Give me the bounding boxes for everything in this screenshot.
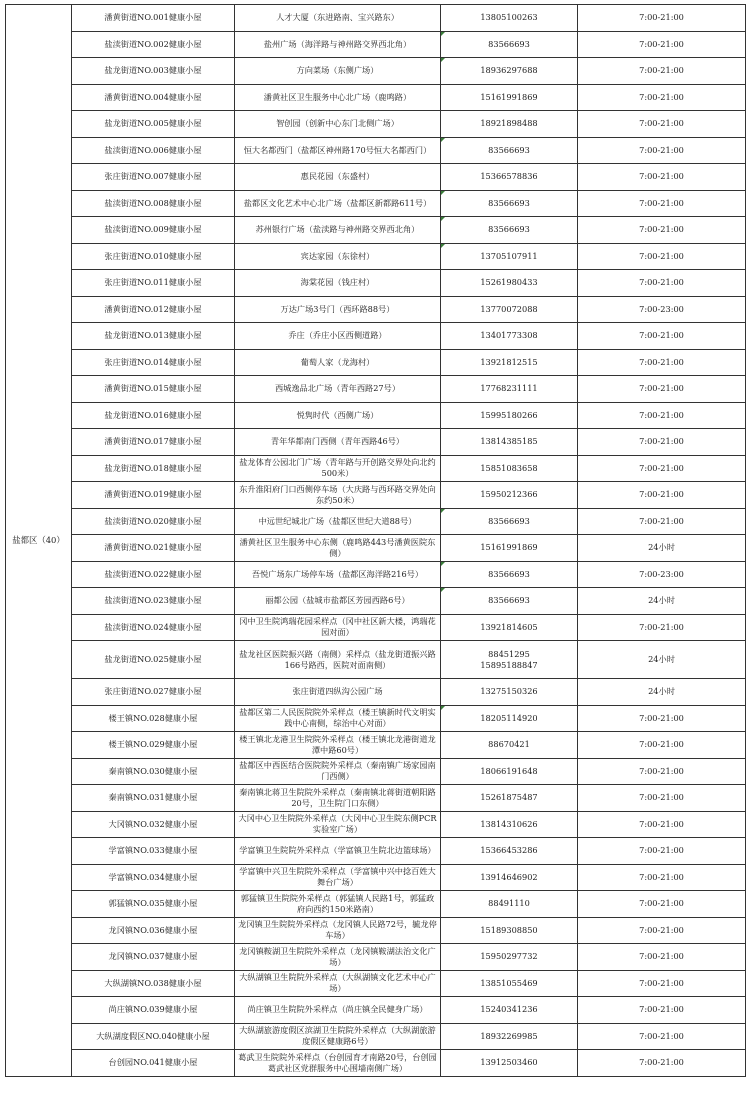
district-cell: 盐都区（40） [6,5,72,1077]
site-hours-cell: 7:00-23:00 [578,296,746,323]
site-hours-cell: 7:00-21:00 [578,811,746,838]
site-address-cell: 宾达家园（东徐村） [235,243,441,270]
site-address-cell: 悦隽时代（西侧广场） [235,402,441,429]
table-row [6,270,746,297]
site-address-cell: 方向菜场（东侧广场） [235,58,441,85]
site-name-cell: 盐渎街道NO.006健康小屋 [72,137,235,164]
site-address-cell: 郭猛镇卫生院院外采样点（郭猛镇人民路1号，郭猛政府向西约150米路南） [235,891,441,918]
site-phone-cell: 13814310626 [441,811,578,838]
site-address-cell: 楼王镇北龙港卫生院院外采样点（楼王镇北龙港街道龙潭中路60号） [235,732,441,759]
table-row [6,1023,746,1050]
site-hours-cell: 7:00-21:00 [578,455,746,482]
site-phone-cell: 15161991869 [441,84,578,111]
site-name-cell: 潘黄街道NO.004健康小屋 [72,84,235,111]
table-row [6,758,746,785]
site-phone-cell: 13912503460 [441,1050,578,1077]
site-address-cell: 学富镇卫生院院外采样点（学富镇卫生院北边篮球场） [235,838,441,865]
site-address-cell: 西城逸品北广场（青年西路27号） [235,376,441,403]
site-name-cell: 潘黄街道NO.017健康小屋 [72,429,235,456]
testing-sites-table [5,4,746,1077]
site-name-cell: 楼王镇NO.029健康小屋 [72,732,235,759]
table-row [6,376,746,403]
table-row [6,614,746,641]
site-phone-cell: 88451295 15895188847 [441,641,578,679]
site-name-cell: 尚庄镇NO.039健康小屋 [72,997,235,1024]
site-phone-cell: 15240341236 [441,997,578,1024]
site-phone-cell: 15261980433 [441,270,578,297]
site-name-cell: 盐渎街道NO.008健康小屋 [72,190,235,217]
site-address-cell: 中远世纪城北广场（盐都区世纪大道88号） [235,508,441,535]
table-row [6,864,746,891]
site-hours-cell: 7:00-21:00 [578,997,746,1024]
site-name-cell: 大冈镇NO.032健康小屋 [72,811,235,838]
site-phone-cell: 15366453286 [441,838,578,865]
table-row [6,917,746,944]
site-phone-cell: 15995180266 [441,402,578,429]
site-name-cell: 张庄街道NO.011健康小屋 [72,270,235,297]
site-phone-cell: 18936297688 [441,58,578,85]
site-phone-cell: 88491110 [441,891,578,918]
site-name-cell: 大纵湖度假区NO.040健康小屋 [72,1023,235,1050]
site-hours-cell: 7:00-21:00 [578,323,746,350]
site-address-cell: 丽都公园（盐城市盐都区芳园西路6号） [235,588,441,615]
site-name-cell: 楼王镇NO.028健康小屋 [72,705,235,732]
site-address-cell: 东升淮阳府门口西侧停车场（大庆路与西环路交界处向东约50米） [235,482,441,509]
site-name-cell: 盐龙街道NO.016健康小屋 [72,402,235,429]
site-phone-cell: 15261875487 [441,785,578,812]
site-phone-cell: 15189308850 [441,917,578,944]
table-row [6,243,746,270]
site-hours-cell: 7:00-21:00 [578,217,746,244]
site-hours-cell: 7:00-21:00 [578,243,746,270]
site-hours-cell: 7:00-21:00 [578,838,746,865]
site-address-cell: 万达广场3号门（西环路88号） [235,296,441,323]
site-name-cell: 张庄街道NO.014健康小屋 [72,349,235,376]
site-hours-cell: 7:00-21:00 [578,5,746,32]
site-address-cell: 吾悦广场东广场停车场（盐都区海洋路216号） [235,561,441,588]
site-address-cell: 恒大名都西门（盐都区神州路170号恒大名都西门） [235,137,441,164]
site-hours-cell: 7:00-21:00 [578,891,746,918]
site-hours-cell: 7:00-21:00 [578,429,746,456]
site-address-cell: 学富镇中兴卫生院院外采样点（学富镇中兴中捻百姓大舞台广场） [235,864,441,891]
site-address-cell: 智创园（创新中心东门北侧广场） [235,111,441,138]
site-address-cell: 潘黄社区卫生服务中心北广场（鹿鸣路） [235,84,441,111]
site-phone-cell: 83566693 [441,588,578,615]
site-phone-cell: 13770072088 [441,296,578,323]
site-name-cell: 张庄街道NO.007健康小屋 [72,164,235,191]
table-row [6,838,746,865]
site-hours-cell: 7:00-21:00 [578,970,746,997]
site-name-cell: 盐渎街道NO.022健康小屋 [72,561,235,588]
site-address-cell: 盐都区中西医结合医院院外采样点（秦南镇广场家园南门西侧） [235,758,441,785]
site-name-cell: 龙冈镇NO.037健康小屋 [72,944,235,971]
site-hours-cell: 7:00-21:00 [578,482,746,509]
site-phone-cell: 83566693 [441,137,578,164]
site-name-cell: 潘黄街道NO.021健康小屋 [72,535,235,562]
table-row [6,535,746,562]
site-name-cell: 盐渎街道NO.024健康小屋 [72,614,235,641]
site-name-cell: 潘黄街道NO.015健康小屋 [72,376,235,403]
site-address-cell: 秦南镇北蒋卫生院院外采样点（秦南镇北蒋街道朝阳路20号，卫生院门口东侧） [235,785,441,812]
site-name-cell: 张庄街道NO.027健康小屋 [72,679,235,706]
site-hours-cell: 7:00-21:00 [578,1050,746,1077]
site-address-cell: 海棠花园（钱庄村） [235,270,441,297]
table-row [6,455,746,482]
site-phone-cell: 13275150326 [441,679,578,706]
table-row [6,323,746,350]
site-address-cell: 尚庄镇卫生院院外采样点（尚庄镇全民健身广场） [235,997,441,1024]
site-name-cell: 盐龙街道NO.013健康小屋 [72,323,235,350]
site-phone-cell: 15161991869 [441,535,578,562]
site-phone-cell: 13914646902 [441,864,578,891]
table-row [6,111,746,138]
site-phone-cell: 83566693 [441,508,578,535]
table-row [6,997,746,1024]
table-row [6,891,746,918]
table-row [6,296,746,323]
site-hours-cell: 24小时 [578,535,746,562]
table-row [6,561,746,588]
site-address-cell: 盐龙社区医院振兴路（南侧）采样点（盐龙街道振兴路166号路西，医院对面南侧） [235,641,441,679]
site-phone-cell: 13921812515 [441,349,578,376]
site-hours-cell: 7:00-21:00 [578,164,746,191]
site-hours-cell: 7:00-21:00 [578,758,746,785]
site-address-cell: 人才大厦（东进路南、宝兴路东） [235,5,441,32]
site-name-cell: 盐龙街道NO.025健康小屋 [72,641,235,679]
table-row [6,137,746,164]
site-name-cell: 台创园NO.041健康小屋 [72,1050,235,1077]
site-hours-cell: 7:00-21:00 [578,705,746,732]
site-phone-cell: 17768231111 [441,376,578,403]
site-phone-cell: 15950297732 [441,944,578,971]
site-address-cell: 盐都区第二人民医院院外采样点（楼王镇新时代文明实践中心南侧，综治中心对面） [235,705,441,732]
site-phone-cell: 15366578836 [441,164,578,191]
site-address-cell: 惠民花园（东盛村） [235,164,441,191]
site-hours-cell: 7:00-21:00 [578,785,746,812]
site-hours-cell: 7:00-21:00 [578,917,746,944]
site-phone-cell: 13851055469 [441,970,578,997]
site-name-cell: 盐渎街道NO.002健康小屋 [72,31,235,58]
site-address-cell: 盐都区文化艺术中心北广场（盐都区新都路611号） [235,190,441,217]
site-name-cell: 秦南镇NO.031健康小屋 [72,785,235,812]
table-row [6,1050,746,1077]
site-hours-cell: 7:00-21:00 [578,944,746,971]
table-row [6,5,746,32]
table-row [6,705,746,732]
site-phone-cell: 15851083658 [441,455,578,482]
site-address-cell: 冈中卫生院鸿瑞花园采样点（冈中社区新大楼，鸿瑞花园对面） [235,614,441,641]
site-address-cell: 龙冈镇鞍湖卫生院院外采样点（龙冈镇鞍湖法治文化广场） [235,944,441,971]
table-row [6,970,746,997]
table-row [6,785,746,812]
table-row [6,190,746,217]
site-hours-cell: 24小时 [578,679,746,706]
table-row [6,164,746,191]
site-address-cell: 张庄街道四纵沟公园广场 [235,679,441,706]
site-address-cell: 葡萄人家（龙海村） [235,349,441,376]
site-name-cell: 张庄街道NO.010健康小屋 [72,243,235,270]
site-name-cell: 盐龙街道NO.005健康小屋 [72,111,235,138]
site-address-cell: 大冈中心卫生院院外采样点（大冈中心卫生院东侧PCR实验室广场） [235,811,441,838]
site-name-cell: 盐渎街道NO.023健康小屋 [72,588,235,615]
site-name-cell: 潘黄街道NO.001健康小屋 [72,5,235,32]
site-name-cell: 学富镇NO.033健康小屋 [72,838,235,865]
site-hours-cell: 7:00-21:00 [578,732,746,759]
site-hours-cell: 7:00-21:00 [578,508,746,535]
site-hours-cell: 7:00-21:00 [578,58,746,85]
site-name-cell: 潘黄街道NO.012健康小屋 [72,296,235,323]
site-phone-cell: 13805100263 [441,5,578,32]
table-row [6,402,746,429]
site-phone-cell: 88670421 [441,732,578,759]
site-hours-cell: 7:00-21:00 [578,402,746,429]
site-hours-cell: 7:00-21:00 [578,349,746,376]
site-name-cell: 潘黄街道NO.019健康小屋 [72,482,235,509]
site-hours-cell: 7:00-21:00 [578,111,746,138]
site-phone-cell: 13921814605 [441,614,578,641]
site-name-cell: 盐渎街道NO.009健康小屋 [72,217,235,244]
site-phone-cell: 13705107911 [441,243,578,270]
site-hours-cell: 7:00-21:00 [578,1023,746,1050]
site-hours-cell: 7:00-21:00 [578,190,746,217]
site-address-cell: 大纵湖旅游度假区滨湖卫生院院外采样点（大纵湖旅游度假区健康路6号） [235,1023,441,1050]
table-row [6,58,746,85]
site-phone-cell: 18932269985 [441,1023,578,1050]
table-body [6,5,746,1077]
site-name-cell: 学富镇NO.034健康小屋 [72,864,235,891]
site-phone-cell: 18066191648 [441,758,578,785]
site-address-cell: 大纵湖镇卫生院院外采样点（大纵湖镇文化艺术中心广场） [235,970,441,997]
site-address-cell: 青年华都南门西侧（青年西路46号） [235,429,441,456]
site-address-cell: 盐龙体育公园北门广场（青年路与开创路交界处向北约500米） [235,455,441,482]
site-phone-cell: 18205114920 [441,705,578,732]
table-row [6,944,746,971]
site-name-cell: 郭猛镇NO.035健康小屋 [72,891,235,918]
site-hours-cell: 24小时 [578,641,746,679]
site-phone-cell: 13814385185 [441,429,578,456]
site-address-cell: 葛武卫生院院外采样点（台创园育才南路20号，台创园葛武社区党群服务中心围墙南侧广场） [235,1050,441,1077]
site-name-cell: 大纵湖镇NO.038健康小屋 [72,970,235,997]
testing-sites-table-page [5,4,745,1094]
site-phone-cell: 18921898488 [441,111,578,138]
site-address-cell: 盐州广场（海洋路与神州路交界西北角） [235,31,441,58]
site-name-cell: 盐龙街道NO.003健康小屋 [72,58,235,85]
table-row [6,31,746,58]
site-address-cell: 苏州银行广场（盐渎路与神州路交界西北角） [235,217,441,244]
site-phone-cell: 83566693 [441,561,578,588]
site-name-cell: 龙冈镇NO.036健康小屋 [72,917,235,944]
table-row [6,349,746,376]
table-row [6,811,746,838]
site-phone-cell: 83566693 [441,31,578,58]
site-hours-cell: 7:00-21:00 [578,31,746,58]
site-phone-cell: 13401773308 [441,323,578,350]
table-row [6,641,746,679]
site-name-cell: 秦南镇NO.030健康小屋 [72,758,235,785]
table-row [6,429,746,456]
site-hours-cell: 7:00-21:00 [578,376,746,403]
table-row [6,679,746,706]
table-row [6,732,746,759]
site-hours-cell: 7:00-21:00 [578,864,746,891]
table-row [6,84,746,111]
site-name-cell: 盐渎街道NO.020健康小屋 [72,508,235,535]
table-row [6,588,746,615]
site-hours-cell: 7:00-21:00 [578,614,746,641]
site-phone-cell: 15950212366 [441,482,578,509]
table-row [6,217,746,244]
table-row [6,482,746,509]
site-phone-cell: 83566693 [441,217,578,244]
site-hours-cell: 7:00-21:00 [578,84,746,111]
site-hours-cell: 24小时 [578,588,746,615]
site-address-cell: 乔庄（乔庄小区西侧道路） [235,323,441,350]
site-hours-cell: 7:00-23:00 [578,561,746,588]
site-name-cell: 盐龙街道NO.018健康小屋 [72,455,235,482]
site-address-cell: 潘黄社区卫生服务中心东侧（鹿鸣路443号潘黄医院东侧） [235,535,441,562]
site-phone-cell: 83566693 [441,190,578,217]
table-row [6,508,746,535]
site-hours-cell: 7:00-21:00 [578,137,746,164]
site-address-cell: 龙冈镇卫生院院外采样点（龙冈镇人民路72号，毓龙停车场） [235,917,441,944]
site-hours-cell: 7:00-21:00 [578,270,746,297]
